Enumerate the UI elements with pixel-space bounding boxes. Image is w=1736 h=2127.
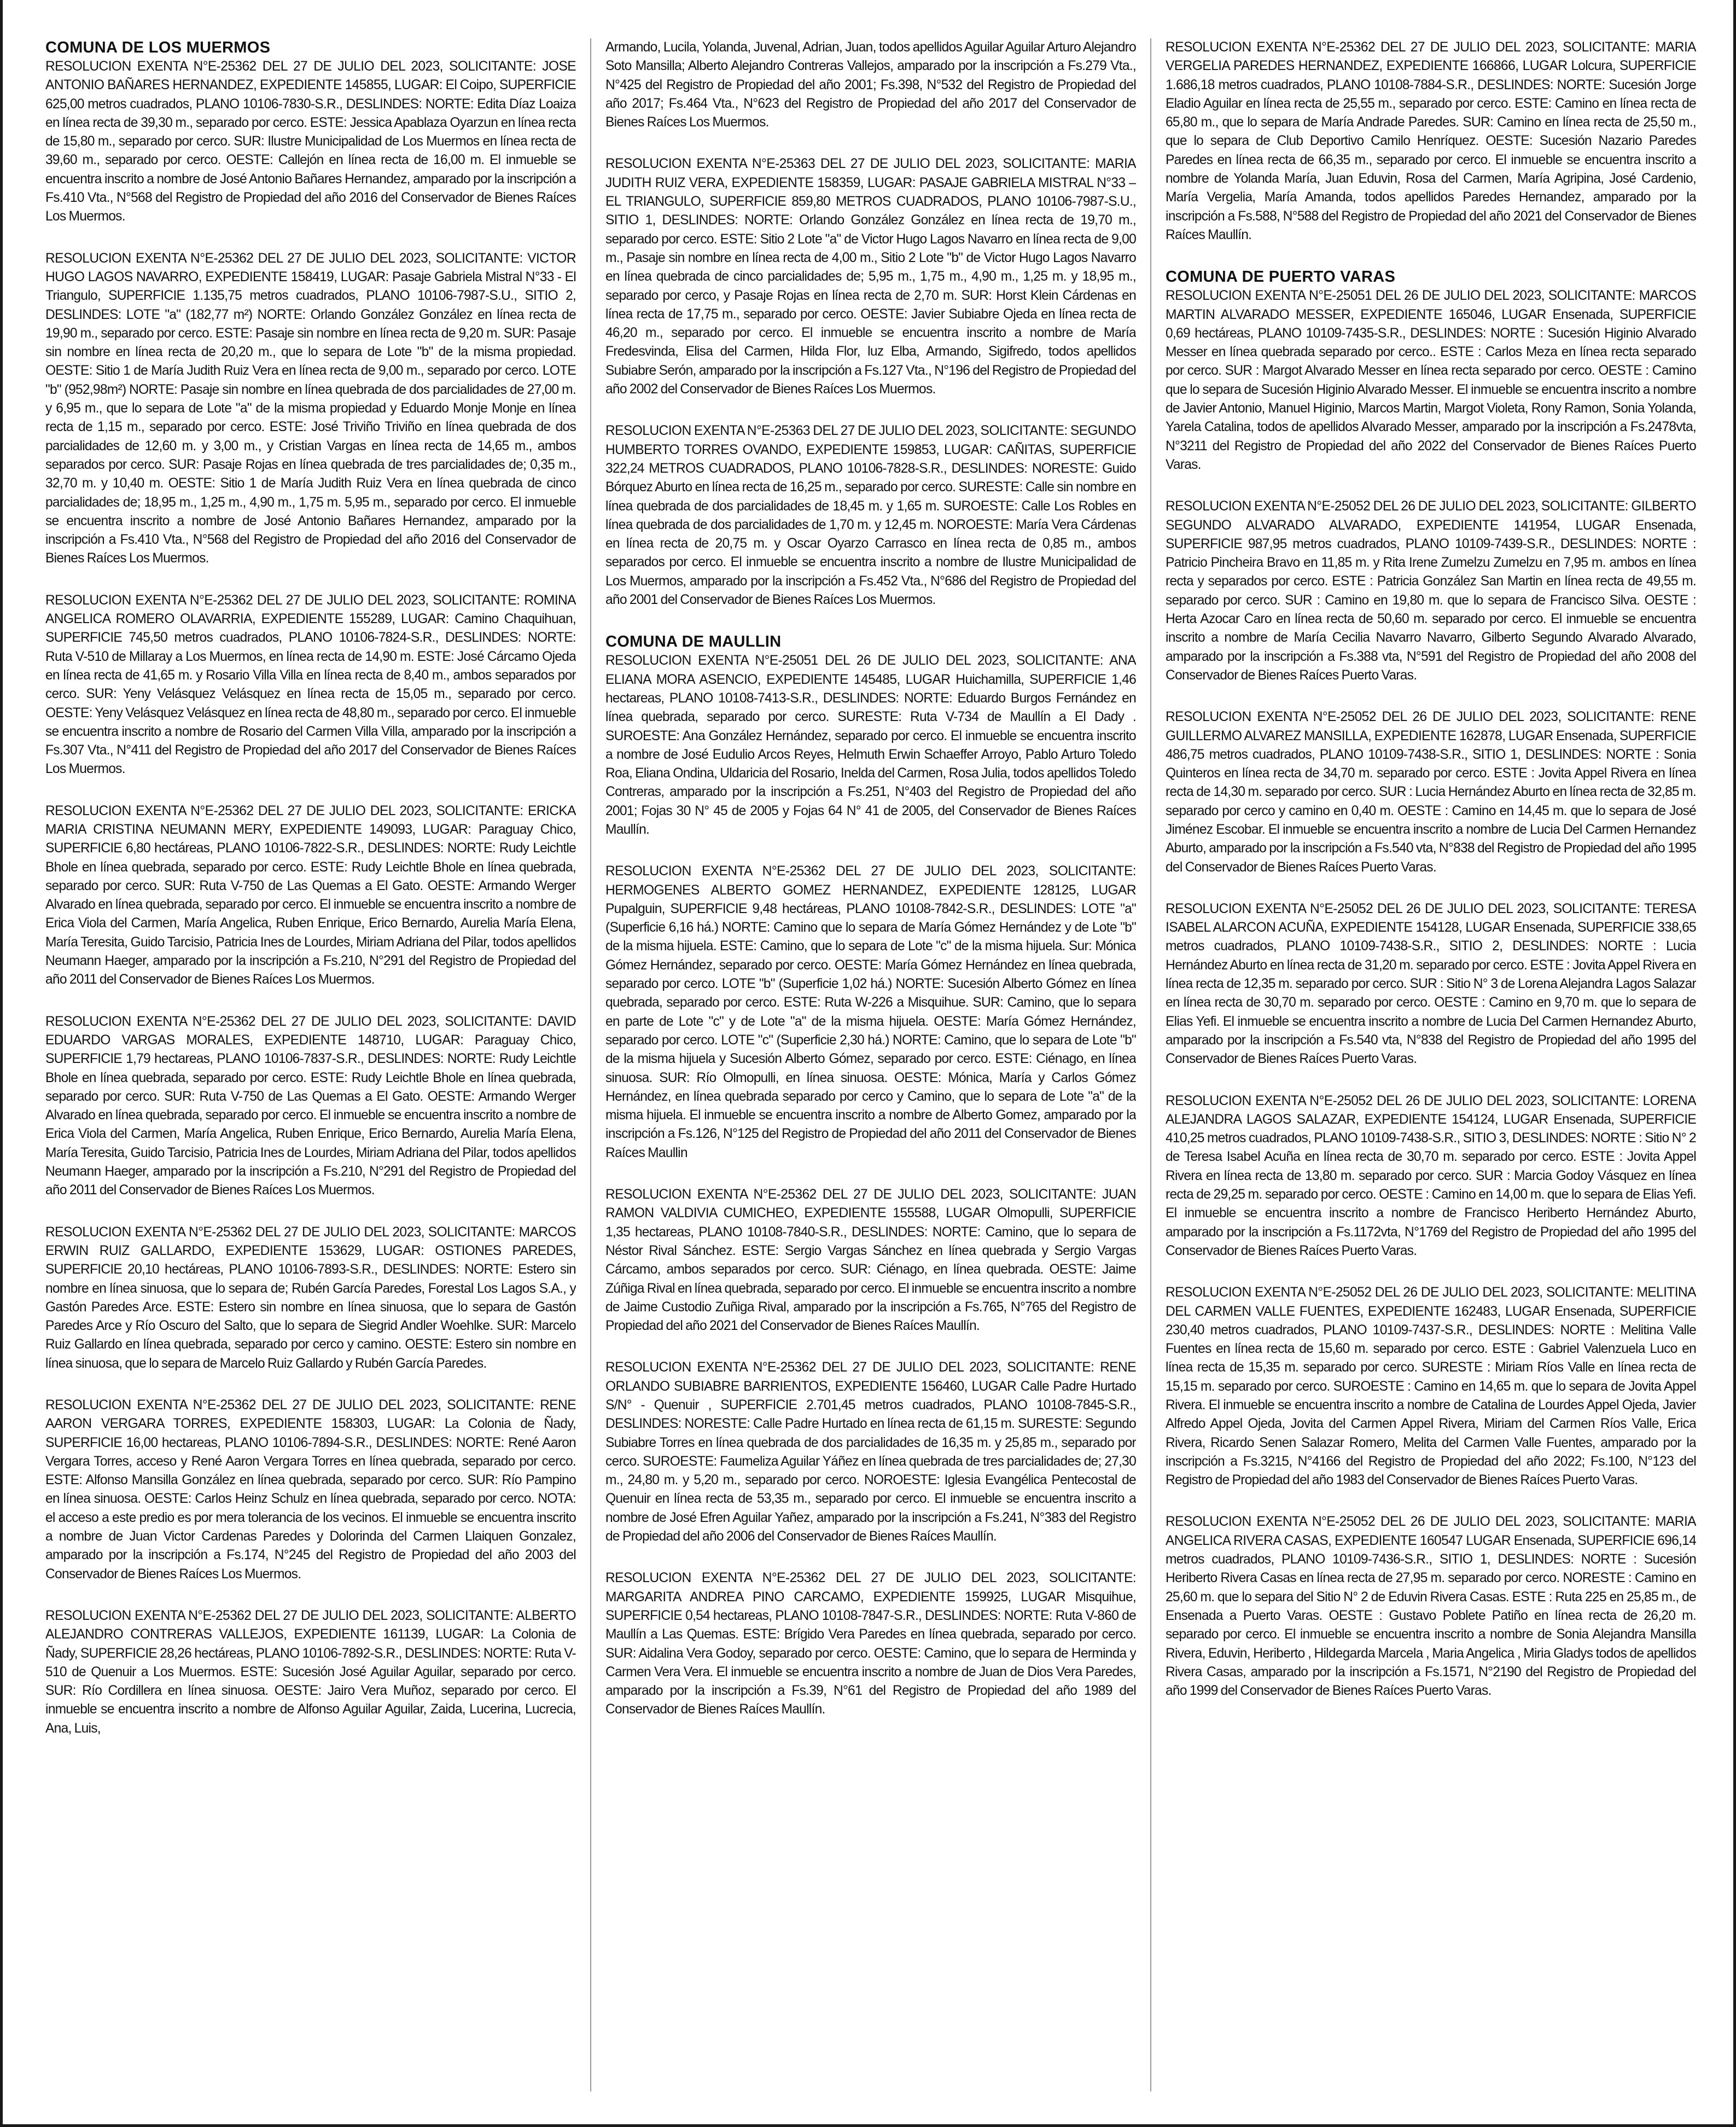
- resolution-header: RESOLUCION EXENTA N°E-25362 DEL 27 DE JULIO DEL 2023, SOLICITANTE: JUAN RAMON VALDIVIA CUMICHEO, EXPEDIENTE 155588, LUGAR: [605, 1187, 1136, 1221]
- column-divider: [1150, 38, 1151, 2091]
- resolution-notice: [45, 802, 576, 990]
- resolution-body: Ensenada, SUPERFICIE 338,65 metros cuadrados, PLANO 10109-7438-S.R., SITIO 2, DESLINDES: NORTE : Lucia Hernández Aburto en línea recta de 31,20 m. separado por cerco. ESTE : Jovita Appel Rivera en línea recta de 12,35 m. separado por cerco. SUR : Sitio N° 3 de Lorena Alejandra Lagos Salazar en línea recta de 30,70 m. separado por cerco. OESTE : Camino en 9,70 m. que lo separa de Elias Yefi. El inmueble se encuentra inscrito a nombre de Lucia Del Carmen Hernandez Aburto, amparado por la inscripción a Fs.540 vta, N°838 del Registro de Propiedad del año 1995 del Conservador de Bienes Raíces Puerto Varas.: [1166, 920, 1696, 1067]
- section-block: [605, 38, 1136, 609]
- column-1: [45, 38, 576, 2091]
- resolution-header: RESOLUCION EXENTA N°E-25052 DEL 26 DE JULIO DEL 2023, SOLICITANTE: LORENA ALEJANDRA LAGOS SALAZAR, EXPEDIENTE 154124, LUGAR: [1166, 1093, 1696, 1127]
- resolution-body: Ensenada, SUPERFICIE 486,75 metros cuadrados, PLANO 10109-7438-S.R., SITIO 1, DESLINDES: NORTE : Sonia Quinteros en línea recta de 34,70 m. separado por cerco. ESTE : Jovita Appel Rivera en línea recta de 14,30 m. separado por cerco. SUR : Lucia Hernández Aburto en línea recta de 32,85 m. separado por cerco y camino en 0,40 m. OESTE : Camino en 14,45 m. que lo separa de José Jiménez Escobar. El inmueble se encuentra inscrito a nombre de Lucia Del Carmen Hernandez Aburto, amparado por la inscripción a Fs.540 vta, N°838 del Registro de Propiedad del año 1995 del Conservador de Bienes Raíces Puerto Varas.: [1166, 728, 1696, 875]
- resolution-header: RESOLUCION EXENTA N°E-25362 DEL 27 DE JULIO DEL 2023, SOLICITANTE: ALBERTO ALEJANDRO CONTRERAS VALLEJOS, EXPEDIENTE 161139, LUGAR:: [45, 1608, 576, 1642]
- resolution-body: Olmopulli, SUPERFICIE 1,35 hectareas, PLANO 10108-7840-S.R., DESLINDES: NORTE: Camino, que lo separa de Néstor Rival Sánchez. ESTE: Sergio Vargas Sánchez en línea quebrada y Sergio Vargas Cárcamo, ambos separados por cerco. SUR: Ciénago, en línea quebrada. OESTE: Jaime Zúñiga Rival en línea quebrada, separado por cerco. El inmueble se encuentra inscrito a nombre de Jaime Custodio Zuñiga Rival, amparado por la inscripción a Fs.765, N°765 del Registro de Propiedad del año 2021 del Conservador de Bienes Raíces Maullín.: [605, 1206, 1136, 1334]
- resolution-notice: [1166, 708, 1696, 877]
- section-block: [45, 38, 576, 1738]
- resolution-notice: [1166, 900, 1696, 1069]
- resolution-header: RESOLUCION EXENTA N°E-25051 DEL 26 DE JULIO DEL 2023, SOLICITANTE: ANA ELIANA MORA ASENCIO, EXPEDIENTE 145485, LUGAR: [605, 653, 1136, 687]
- resolution-header: RESOLUCION EXENTA N°E-25051 DEL 26 DE JULIO DEL 2023, SOLICITANTE: MARCOS MARTIN ALVARADO MESSER, EXPEDIENTE 165046, LUGAR: [1166, 288, 1696, 322]
- comuna-heading: COMUNA DE MAULLIN: [605, 633, 782, 651]
- column-2: [605, 38, 1136, 2091]
- resolution-header: RESOLUCION EXENTA N°E-25052 DEL 26 DE JULIO DEL 2023, SOLICITANTE: MARIA ANGELICA RIVERA CASAS, EXPEDIENTE 160547 LUGAR: [1166, 1514, 1696, 1548]
- resolution-header: RESOLUCION EXENTA N°E-25362 DEL 27 DE JULIO DEL 2023, SOLICITANTE: MARCOS ERWIN RUIZ GALLARDO, EXPEDIENTE 153629, LUGAR:: [45, 1224, 576, 1258]
- resolution-header: RESOLUCION EXENTA N°E-25362 DEL 27 DE JULIO DEL 2023, SOLICITANTE: JOSE ANTONIO BAÑARES HERNANDEZ, EXPEDIENTE 145855, LUGAR:: [45, 59, 576, 93]
- resolution-body: La Colonia de Ñady, SUPERFICIE 28,26 hectáreas, PLANO 10106-7892-S.R., DESLINDES: NORTE: Ruta V-510 de Quenuir a Los Muermos. ESTE: Sucesión José Aguilar Aguilar, separado por cerco. SUR: Río Cordillera en línea sinuosa. OESTE: Jairo Vera Muñoz, separado por cerco. El inmueble se encuentra inscrito a nombre de Alfonso Aguilar Aguilar, Zaida, Lucerina, Lucrecia, Ana, Luis,: [45, 1627, 576, 1736]
- resolution-header: RESOLUCION EXENTA N°E-25362 DEL 27 DE JULIO DEL 2023, SOLICITANTE: RENE ORLANDO SUBIABRE BARRIENTOS, EXPEDIENTE 156460, LUGAR: [605, 1360, 1136, 1394]
- comuna-heading: COMUNA DE PUERTO VARAS: [1166, 268, 1396, 286]
- resolution-header: RESOLUCION EXENTA N°E-25052 DEL 26 DE JULIO DEL 2023, SOLICITANTE: MELITINA DEL CARMEN VALLE FUENTES, EXPEDIENTE 162483, LUGAR: [1166, 1285, 1696, 1319]
- resolution-body: PASAJE GABRIELA MISTRAL N°33 – EL TRIANGULO, SUPERFICIE 859,80 METROS CUADRADOS, PLANO 10106-7987-S.U., SITIO 1, DESLINDES: NORTE: Orlando González González en línea recta de 19,70 m., separado por cerco. ESTE: Sitio 2 Lote "a" de Victor Hugo Lagos Navarro en línea recta de 9,00 m., Pasaje sin nombre en línea recta de 4,00 m., Sitio 2 Lote "b" de Victor Hugo Lagos Navarro en línea quebrada de cinco parcialidades de; 5,95 m., 1,75 m., 4,90 m., 1,25 m. y 18,95 m., separado por cerco, y Pasaje Rojas en línea recta de 2,70 m. SUR: Horst Klein Cárdenas en línea recta de 17,75 m., separado por cerco. OESTE: Javier Subiabre Ojeda en línea recta de 46,20 m., separado por cerco. El inmueble se encuentra inscrito a nombre de María Fredesvinda, Elisa del Carmen, Hilda Flor, luz Elba, Armando, Sigifredo, todos apellidos Subiabre Serón, amparado por la inscripción a Fs.127 Vta., N°196 del Registro de Propiedad del año 2002 del Conservador de Bienes Raíces Los Muermos.: [605, 175, 1136, 397]
- resolution-header: RESOLUCION EXENTA N°E-25362 DEL 27 DE JULIO DEL 2023, SOLICITANTE: ROMINA ANGELICA ROMERO OLAVARRIA, EXPEDIENTE 155289, LUGAR:: [45, 592, 576, 627]
- resolution-header: RESOLUCION EXENTA N°E-25362 DEL 27 DE JULIO DEL 2023, SOLICITANTE: VICTOR HUGO LAGOS NAVARRO, EXPEDIENTE 158419, LUGAR:: [45, 251, 576, 284]
- resolution-body: Misquihue, SUPERFICIE 0,54 hectareas, PLANO 10108-7847-S.R., DESLINDES: NORTE: Ruta V-860 de Maullín a Las Quemas. ESTE: Brígido Vera Paredes en línea quebrada, separado por cerco. SUR: Aidalina Vera Godoy, separado por cerco. OESTE: Camino, que lo separa de Herminda y Carmen Vera Vera. El inmueble se encuentra inscrito a nombre de Juan de Dios Vera Paredes, amparado por la inscripción a Fs.39, N°61 del Registro de Propiedad del año 1989 del Conservador de Bienes Raíces Maullín.: [605, 1589, 1136, 1717]
- resolution-notice: [1166, 1283, 1696, 1490]
- resolution-notice: [45, 1607, 576, 1738]
- resolution-header: RESOLUCION EXENTA N°E-25362 DEL 27 DE JULIO DEL 2023, SOLICITANTE: HERMOGENES ALBERTO GOMEZ HERNANDEZ, EXPEDIENTE 128125, LUGAR: [605, 864, 1136, 898]
- resolution-body: Calle Padre Hurtado S/N° - Quenuir , SUPERFICIE 2.701,45 metros cuadrados, PLANO 10108-7845-S.R., DESLINDES: NORESTE: Calle Padre Hurtado en línea recta de 61,15 m. SURESTE: Segundo Subiabre Torres en línea quebrada de dos parcialidades de 16,35 m. y 25,85 m., separado por cerco. SUROESTE: Faumeliza Aguilar Yáñez en línea quebrada de tres parcialidades de; 27,30 m., 24,80 m. y 5,20 m., separado por cerco. NOROESTE: Iglesia Evangélica Pentecostal de Quenuir en línea recta de 53,35 m., separado por cerco. El inmueble se encuentra inscrito a nombre de José Efren Aguilar Yañez, amparado por la inscripción a Fs.241, N°383 del Registro de Propiedad del año 2006 del Conservador de Bienes Raíces Maullín.: [605, 1379, 1136, 1544]
- resolution-header: RESOLUCION EXENTA N°E-25362 DEL 27 DE JULIO DEL 2023, SOLICITANTE: RENE AARON VERGARA TORRES, EXPEDIENTE 158303, LUGAR:: [45, 1398, 576, 1432]
- comuna-heading: COMUNA DE LOS MUERMOS: [45, 39, 271, 56]
- resolution-notice: [1166, 287, 1696, 474]
- resolution-body: Paraguay Chico, SUPERFICIE 1,79 hectareas, PLANO 10106-7837-S.R., DESLINDES: NORTE: Rudy Leichtle Bhole en línea quebrada, separado por cerco. ESTE: Rudy Leichtle Bhole en línea quebrada, separado por cerco. SUR: Ruta V-750 de Las Quemas a El Gato. OESTE: Armando Werger Alvarado en línea quebrada, separado por cerco. El inmueble se encuentra inscrito a nombre de Erica Viola del Carmen, María Angelica, Ruben Enrique, Erico Bernardo, Aurelia María Elena, María Teresita, Guido Tarcisio, Patricia Ines de Lourdes, Miriam Adriana del Pilar, todos apellidos Neumann Haeger, amparado por la inscripción a Fs.210, N°291 del Registro de Propiedad del año 2011 del Conservador de Bienes Raíces Los Muermos.: [45, 1032, 576, 1198]
- resolution-header: RESOLUCION EXENTA N°E-25362 DEL 27 DE JULIO DEL 2023, SOLICITANTE: MARIA VERGELIA PAREDES HERNANDEZ, EXPEDIENTE 166866, LUGAR: [1166, 40, 1696, 74]
- resolution-notice: [605, 862, 1136, 1163]
- resolution-body: Camino Chaquihuan, SUPERFICIE 745,50 metros cuadrados, PLANO 10106-7824-S.R., DESLINDES: NORTE: Ruta V-510 de Millaray a Los Muermos, en línea recta de 14,90 m. ESTE: José Cárcamo Ojeda en línea recta de 41,65 m. y Rosario Villa Villa en línea recta de 8,40 m., ambos separados por cerco. SUR: Yeny Velásquez Velásquez en línea recta de 15,05 m., separado por cerco. OESTE: Yeny Velásquez Velásquez en línea recta de 48,80 m., separado por cerco. El inmueble se encuentra inscrito a nombre de Rosario del Carmen Villa Villa, amparado por la inscripción a Fs.307 Vta., N°411 del Registro de Propiedad del año 2017 del Conservador de Bienes Raíces Los Muermos.: [45, 612, 576, 777]
- resolution-notice: [1166, 497, 1696, 685]
- resolution-body: OSTIONES PAREDES, SUPERFICIE 20,10 hectáreas, PLANO 10106-7893-S.R., DESLINDES: NORTE: Estero sin nombre en línea sinuosa, que lo separa de; Rubén García Paredes, Forestal Los Lagos S.A., y Gastón Paredes Arce. ESTE: Estero sin nombre en línea sinuosa, que lo separa de Gastón Paredes Arce y Río Oscuro del Salto, que lo separa de Siegrid Andler Woehlke. SUR: Marcelo Ruiz Gallardo en línea quebrada, separado por cerco y camino. OESTE: Estero sin nombre en línea sinuosa, que lo separa de Marcelo Ruiz Gallardo y Rubén García Paredes.: [45, 1243, 576, 1371]
- resolution-body: Ensenada, SUPERFICIE 0,69 hectáreas, PLANO 10109-7435-S.R., DESLINDES: NORTE : Sucesión Higinio Alvarado Messer en línea quebrada separado por cerco.. ESTE : Carlos Meza en línea recta separado por cerco. SUR : Margot Alvarado Messer en línea recta separado por cerco. OESTE : Camino que lo separa de Sucesión Higinio Alvarado Messer. El inmueble se encuentra inscrito a nombre de Javier Antonio, Manuel Higinio, Marcos Martin, Margot Violeta, Rony Ramon, Sonia Yolanda, Yarela Catalina, todos de apellidos Alvarado Messer, amparado por la inscripción a Fs.2478vta, N°3211 del Registro de Propiedad del año 2022 del Conservador de Bienes Raíces Puerto Varas.: [1166, 307, 1696, 472]
- section-block: [1166, 268, 1696, 1700]
- resolution-notice: [45, 1223, 576, 1373]
- resolution-body: Lolcura, SUPERFICIE 1.686,18 metros cuadrados, PLANO 10108-7884-S.R., DESLINDES: NORTE: Sucesión Jorge Eladio Aguilar en línea recta de 25,55 m., separado por cerco. ESTE: Camino en línea recta de 65,80 m., que lo separa de María Andrade Paredes. SUR: Camino en línea recta de 25,50 m., que lo separa de Club Deportivo Camilo Henríquez. OESTE: Sucesión Nazario Paredes Paredes en línea recta de 66,35 m., separado por cerco. El inmueble se encuentra inscrito a nombre de Yolanda María, Juan Eduvin, Rosa del Carmen, María Agripina, José Cardenio, María Vergelia, María Amanda, todos apellidos Paredes Hernandez, amparado por la inscripción a Fs.588, N°588 del Registro de Propiedad del año 2021 del Conservador de Bienes Raíces Maullín.: [1166, 59, 1696, 242]
- resolution-header: RESOLUCION EXENTA N°E-25362 DEL 27 DE JULIO DEL 2023, SOLICITANTE: DAVID EDUARDO VARGAS MORALES, EXPEDIENTE 148710, LUGAR:: [45, 1014, 576, 1048]
- resolution-notice: [605, 422, 1136, 609]
- resolution-notice: [45, 57, 576, 226]
- resolution-notice: [605, 1358, 1136, 1546]
- resolution-body: CAÑITAS, SUPERFICIE 322,24 METROS CUADRADOS, PLANO 10106-7828-S.R., DESLINDES: NORESTE: Guido Bórquez Aburto en línea recta de 16,25 m., separado por cerco. SURESTE: Calle sin nombre en línea quebrada de dos parcialidades de 18,45 m. y 1,65 m. SUROESTE: Calle Los Robles en línea quebrada de dos parcialidades de 1,70 m. y 12,45 m. NOROESTE: María Vera Cárdenas en línea recta de 20,75 m. y Oscar Oyarzo Carrasco en línea recta de 0,85 m., ambos separados por cerco. El inmueble se encuentra inscrito a nombre de Ilustre Municipalidad de Los Muermos, amparado por la inscripción a Fs.452 Vta., N°686 del Registro de Propiedad del año 2001 del Conservador de Bienes Raíces Los Muermos.: [605, 442, 1136, 608]
- resolution-header: RESOLUCION EXENTA N°E-25052 DEL 26 DE JULIO DEL 2023, SOLICITANTE: TERESA ISABEL ALARCON ACUÑA, EXPEDIENTE 154128, LUGAR: [1166, 901, 1696, 935]
- resolution-notice: [1166, 38, 1696, 245]
- column-3: [1166, 38, 1696, 2091]
- resolution-header: RESOLUCION EXENTA N°E-25363 DEL 27 DE JULIO DEL 2023, SOLICITANTE: SEGUNDO HUMBERTO TORRES OVANDO, EXPEDIENTE 159853, LUGAR:: [605, 423, 1136, 457]
- resolution-notice: [605, 652, 1136, 839]
- resolution-notice: [45, 1013, 576, 1200]
- resolution-notice: [605, 1185, 1136, 1335]
- resolution-body: Ensenada, SUPERFICIE 230,40 metros cuadrados, PLANO 10109-7437-S.R., DESLINDES: NORTE : Melitina Valle Fuentes en línea recta de 15,60 m. separado por cerco. ESTE : Gabriel Valenzuela Luco en línea recta de 15,35 m. separado por cerco. SURESTE : Miriam Ríos Valle en línea recta de 15,15 m. separado por cerco. SUROESTE : Camino en 14,65 m. que lo separa de Jovita Appel Rivera. El inmueble se encuentra inscrito a nombre de Catalina de Lourdes Appel Ojeda, Javier Alfredo Appel Ojeda, Jovita del Carmen Appel Rivera, Miriam del Carmen Ríos Valle, Erica Rivera, Ricardo Senen Salazar Romero, Melita del Carmen Valle Fuentes, amparado por la inscripción a Fs.3215, N°4166 del Registro de Propiedad del año 2022; Fs.100, N°123 del Registro de Propiedad del año 1983 del Conservador de Bienes Raíces Puerto Varas.: [1166, 1304, 1696, 1488]
- resolution-notice: [605, 1569, 1136, 1719]
- resolution-body: Pasaje Gabriela Mistral N°33 - El Triangulo, SUPERFICIE 1.135,75 metros cuadrados, PLANO 10106-7987-S.U., SITIO 2, DESLINDES: LOTE "a" (182,77 m²) NORTE: Orlando González González en línea recta de 19,90 m., separado por cerco. ESTE: Pasaje sin nombre en línea recta de 9,20 m. SUR: Pasaje sin nombre en línea recta de 20,20 m., que lo separa de Lote "b" de la misma propiedad. OESTE: Sitio 1 de María Judith Ruiz Vera en línea recta de 9,00 m., separado por cerco. LOTE "b" (952,98m²) NORTE: Pasaje sin nombre en línea quebrada de dos parcialidades de 27,00 m. y 6,95 m., que lo separa de Lote "a" de la misma propiedad y Eduardo Monje Monje en línea recta de 1,15 m., separado por cerco. ESTE: José Triviño Triviño en línea quebrada de dos parcialidades de 12,60 m. y 3,00 m., y Cristian Vargas en línea recta de 14,65 m., ambos separados por cerco. SUR: Pasaje Rojas en línea quebrada de tres parcialidades de; 0,35 m., 32,70 m. y 10,40 m. OESTE: Sitio 1 de María Judith Ruiz Vera en línea quebrada de cinco parcialidades de; 18,95 m., 1,25 m., 4,90 m., 1,75 m. 5,95 m., separado por cerco. El inmueble se encuentra inscrito a nombre de José Antonio Bañares Hernandez, amparado por la inscripción a Fs.410 Vta., N°568 del Registro de Propiedad del año 2016 del Conservador de Bienes Raíces Los Muermos.: [45, 269, 576, 566]
- resolution-notice: [1166, 1513, 1696, 1700]
- resolution-header: RESOLUCION EXENTA N°E-25052 DEL 26 DE JULIO DEL 2023, SOLICITANTE: RENE GUILLERMO ALVAREZ MANSILLA, EXPEDIENTE 162878, LUGAR: [1166, 710, 1696, 743]
- column-divider: [590, 38, 591, 2091]
- resolution-header: RESOLUCION EXENTA N°E-25052 DEL 26 DE JULIO DEL 2023, SOLICITANTE: GILBERTO SEGUNDO ALVARADO ALVARADO, EXPEDIENTE 141954, LUGAR: [1166, 499, 1696, 533]
- resolution-body: Ensenada, SUPERFICIE 696,14 metros cuadrados, PLANO 10109-7436-S.R., SITIO 1, DESLINDES: NORTE : Sucesión Heriberto Rivera Casas en línea recta de 27,95 m. separado por cerco. NORESTE : Camino en 25,60 m. que lo separa del Sitio N° 2 de Eduvin Rivera Casas. ESTE : Ruta 225 en 25,85 m., de Ensenada a Puerto Varas. OESTE : Gustavo Poblete Patiño en línea recta de 26,20 m. separado por cerco. El inmueble se encuentra inscrito a nombre de Sonia Alejandra Mansilla Rivera, Eduvin, Heriberto , Hildegarda Marcela , Maria Angelica , Miria Gladys todos de apellidos Rivera Casas, amparado por la inscripción a Fs.1571, N°2190 del Registro de Propiedad del año 1999 del Conservador de Bienes Raíces Puerto Varas.: [1166, 1533, 1696, 1699]
- resolution-header: RESOLUCION EXENTA N°E-25362 DEL 27 DE JULIO DEL 2023, SOLICITANTE: ERICKA MARIA CRISTINA NEUMANN MERY, EXPEDIENTE 149093, LUGAR:: [45, 803, 576, 837]
- section-block: [1166, 38, 1696, 245]
- resolution-body: Paraguay Chico, SUPERFICIE 6,80 hectáreas, PLANO 10106-7822-S.R., DESLINDES: NORTE: Rudy Leichtle Bhole en línea quebrada, separado por cerco. ESTE: Rudy Leichtle Bhole en línea quebrada, separado por cerco. SUR: Ruta V-750 de Las Quemas a El Gato. OESTE: Armando Werger Alvarado en línea quebrada, separado por cerco. El inmueble se encuentra inscrito a nombre de Erica Viola del Carmen, María Angelica, Ruben Enrique, Erico Bernardo, Aurelia María Elena, María Teresita, Guido Tarcisio, Patricia Ines de Lourdes, Miriam Adriana del Pilar, todos apellidos Neumann Haeger, amparado por la inscripción a Fs.210, N°291 del Registro de Propiedad del año 2011 del Conservador de Bienes Raíces Los Muermos.: [45, 822, 576, 987]
- resolution-body: El Coipo, SUPERFICIE 625,00 metros cuadrados, PLANO 10106-7830-S.R., DESLINDES: NORTE: Edita Díaz Loaiza en línea recta de 39,30 m., separado por cerco. ESTE: Jessica Apablaza Oyarzun en línea recta de 15,80 m., separado por cerco. SUR: Ilustre Municipalidad de Los Muermos en línea recta de 39,60 m., separado por cerco. OESTE: Callejón en línea recta de 16,00 m. El inmueble se encuentra inscrito a nombre de José Antonio Bañares Hernandez, amparado por la inscripción a Fs.410 Vta., N°568 del Registro de Propiedad del año 2016 del Conservador de Bienes Raíces Los Muermos.: [45, 78, 576, 224]
- resolution-body: Ensenada, SUPERFICIE 410,25 metros cuadrados, PLANO 10109-7438-S.R., SITIO 3, DESLINDES: NORTE : Sitio N° 2 de Teresa Isabel Acuña en línea recta de 30,70 m. separado por cerco. ESTE : Jovita Appel Rivera en línea recta de 13,80 m. separado por cerco. SUR : Marcia Godoy Vásquez en línea recta de 29,25 m. separado por cerco. OESTE : Camino en 14,00 m. que lo separa de Elias Yefi. El inmueble se encuentra inscrito a nombre de Francisco Heriberto Hernández Aburto, amparado por la inscripción a Fs.1172vta, N°1769 del Registro de Propiedad del año 1995 del Conservador de Bienes Raíces Puerto Varas.: [1166, 1112, 1696, 1258]
- resolution-body: Armando, Lucila, Yolanda, Juvenal, Adrian, Juan, todos apellidos Aguilar Aguilar Arturo Alejandro Soto Mansilla; Alberto Alejandro Contreras Vallejos, amparado por la inscripción a Fs.279 Vta., N°425 del Registro de Propiedad del año 2001; Fs.398, N°532 del Registro de Propiedad del año 2017; Fs.464 Vta., N°623 del Registro de Propiedad del año 2017 del Conservador de Bienes Raíces Los Muermos.: [605, 40, 1136, 130]
- resolution-body: La Colonia de Ñady, SUPERFICIE 16,00 hectareas, PLANO 10106-7894-S.R., DESLINDES: NORTE: René Aaron Vergara Torres, acceso y René Aaron Vergara Torres en línea quebrada, separado por cerco. ESTE: Alfonso Mansilla González en línea quebrada, separado por cerco. SUR: Río Pampino en línea sinuosa. OESTE: Carlos Heinz Schulz en línea quebrada, separado por cerco. NOTA: el acceso a este predio es por mera tolerancia de los vecinos. El inmueble se encuentra inscrito a nombre de Juan Victor Cardenas Paredes y Dolorinda del Carmen Llaiquen Gonzalez, amparado por la inscripción a Fs.174, N°245 del Registro de Propiedad del año 2003 del Conservador de Bienes Raíces Los Muermos.: [45, 1416, 576, 1582]
- resolution-header: RESOLUCION EXENTA N°E-25362 DEL 27 DE JULIO DEL 2023, SOLICITANTE: MARGARITA ANDREA PINO CARCAMO, EXPEDIENTE 159925, LUGAR: [605, 1571, 1136, 1605]
- resolution-notice: [605, 38, 1136, 132]
- resolution-notice: [605, 155, 1136, 399]
- resolution-body: Ensenada, SUPERFICIE 987,95 metros cuadrados, PLANO 10109-7439-S.R., DESLINDES: NORTE : Patricio Pincheira Bravo en 11,85 m. y Rita Irene Zumelzu Zumelzu en 7,95 m. ambos en línea recta y separados por cerco. ESTE : Patricia González San Martin en línea recta de 49,55 m. separado por cerco. SUR : Camino en 19,80 m. que lo separa de Francisco Silva. OESTE : Herta Azocar Caro en línea recta de 50,60 m. separado por cerco. El inmueble se encuentra inscrito a nombre de María Cecilia Navarro Navarro, Gilberto Segundo Alvarado Alvarado, amparado por la inscripción a Fs.388 vta, N°591 del Registro de Propiedad del año 2008 del Conservador de Bienes Raíces Puerto Varas.: [1166, 518, 1696, 683]
- resolution-notice: [45, 249, 576, 568]
- section-block: [605, 632, 1136, 1719]
- resolution-notice: [45, 1396, 576, 1584]
- resolution-notice: [45, 591, 576, 779]
- resolution-body: Huichamilla, SUPERFICIE 1,46 hectareas, PLANO 10108-7413-S.R., DESLINDES: NORTE: Eduardo Burgos Fernández en línea quebrada, separado por cerco. SURESTE: Ruta V-734 de Maullín a El Dady . SUROESTE: Ana González Hernández, separado por cerco. El inmueble se encuentra inscrito a nombre de José Eudulio Arcos Reyes, Helmuth Erwin Schaeffer Arroyo, Pablo Arturo Toledo Roa, Eliana Ondina, Uldaricia del Rosario, Inelda del Carmen, Rosa Julia, todos apellidos Toledo Contreras, amparado por la inscripción a Fs.251, N°403 del Registro de Propiedad del año 2001; Fojas 30 N° 45 de 2005 y Fojas 64 N° 41 de 2005, del Conservador de Bienes Raíces Maullín.: [605, 672, 1136, 837]
- resolution-header: RESOLUCION EXENTA N°E-25363 DEL 27 DE JULIO DEL 2023, SOLICITANTE: MARIA JUDITH RUIZ VERA, EXPEDIENTE 158359, LUGAR:: [605, 156, 1136, 190]
- resolution-body: Pupalguin, SUPERFICIE 9,48 hectáreas, PLANO 10108-7842-S.R., DESLINDES: LOTE "a" (Superficie 6,16 há.) NORTE: Camino que lo separa de María Gómez Hernández y de Lote "b" de la misma hijuela. ESTE: Camino, que lo separa de Lote "c" de la misma hijuela. Sur: Mónica Gómez Hernández, separado por cerco. OESTE: María Gómez Hernández en línea quebrada, separado por cerco. LOTE "b" (Superficie 1,02 há.) NORTE: Sucesión Alberto Gómez en línea quebrada, separado por cerco. ESTE: Ruta W-226 a Misquihue. SUR: Camino, que lo separa en parte de Lote "c" y de Lote "a" de la misma hijuela. OESTE: María Gómez Hernández, separado por cerco. LOTE "c" (Superficie 2,30 há.) NORTE: Camino, que lo separa de Lote "b" de la misma hijuela y Sucesión Alberto Gómez, separado por cerco. ESTE: Ciénago, en línea sinuosa. SUR: Río Olmopulli, en línea sinuosa. OESTE: Mónica, María y Carlos Gómez Hernández, en línea quebrada separado por cerco y Camino, que lo separa de Lote "a" de la misma hijuela. El inmueble se encuentra inscrito a nombre de Alberto Gomez, amparado por la inscripción a Fs.126, N°125 del Registro de Propiedad del año 2011 del Conservador de Bienes Raíces Maullin: [605, 901, 1136, 1160]
- resolution-notice: [1166, 1092, 1696, 1261]
